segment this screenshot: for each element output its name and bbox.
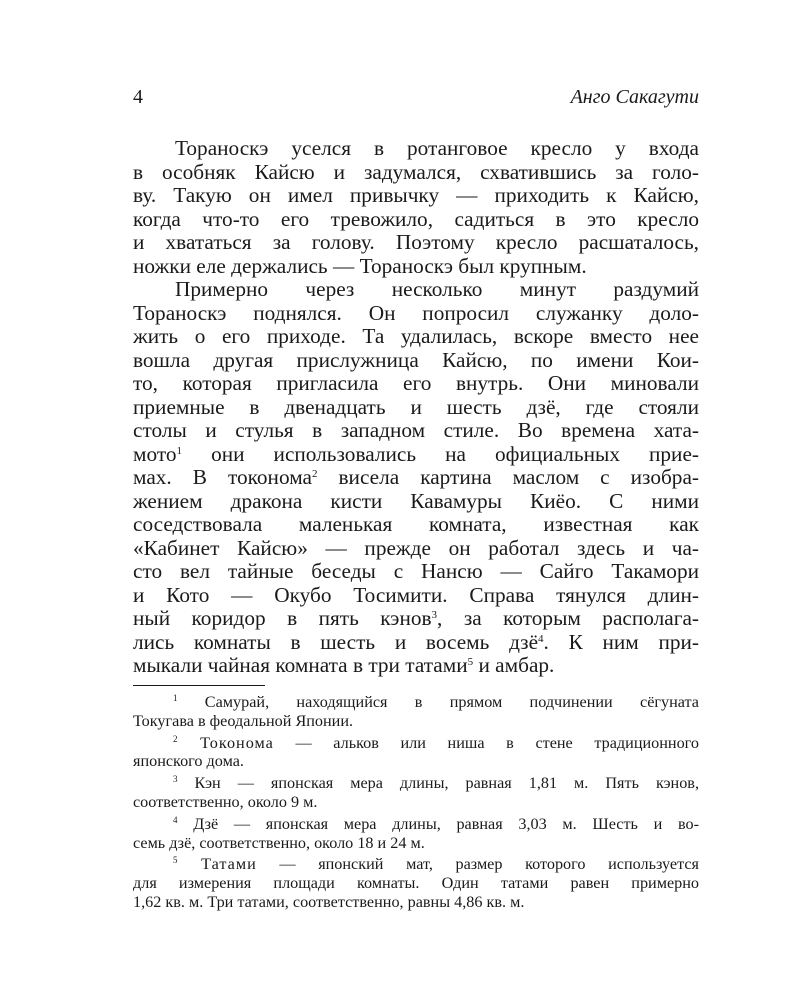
text-line: когда что-то его тревожило, садиться в это кресло [133,206,699,231]
text-fragment: мото [133,441,177,466]
text-line [133,466,699,490]
footnote-term: Татами [177,855,257,874]
footnote-4 [133,815,699,853]
text-fragment: мах. В токонома [133,465,312,489]
text-fragment: мыкали чайная комната в три татами [133,653,468,677]
book-page [133,0,699,1000]
footnote-3 [133,774,699,812]
text-line: приемные в двенадцать и шесть дзё, где стояли [133,394,699,419]
text-line: соседствовала маленькая комната, известная как [133,512,699,536]
text-line: столы и стулья в западном стиле. Во времена хата- [133,418,699,442]
footnote-line [133,815,699,834]
footnote-term: Токонома [177,733,274,752]
footnote-ref-1[interactable]: 1 [176,444,183,457]
footnote-text: Дзё — японская мера длины, равная 3,03 м. Шесть и во- [177,814,699,833]
text-line: Тораноскэ уселся в ротанговое кресло у входа [175,136,699,160]
text-fragment: ный коридор в пять кэнов [133,606,432,630]
footnote-ref-3[interactable]: 3 [431,609,438,621]
text-line: вошла другая прислужница Кайсю, по имени Кои- [133,347,699,372]
text-line: жением дракона кисти Кавамуры Киёо. С ними [133,488,699,513]
footnote-divider [133,685,265,686]
footnote-text: — японский мат, размер которого используется [256,855,699,874]
text-line: ву. Такую он имел привычку — приходить к Кайсю, [133,183,699,207]
footnote-1 [133,693,699,731]
text-fragment: , за которым располага- [437,606,699,630]
footnote-5 [133,855,699,911]
footnote-mark: 5 [173,855,178,866]
text-line: то, которая пригласила его внутрь. Они миновали [133,371,699,395]
paragraph-1 [133,137,699,278]
text-line: Примерно через несколько минут раздумий [175,277,699,301]
text-fragment: лись комнаты в шесть и восемь дзё [133,629,539,654]
text-line [133,654,699,678]
page-number: 4 [133,86,143,108]
footnote-line: японского дома. [133,752,244,771]
footnote-line: соответственно, около 9 м. [133,792,318,811]
footnote-mark: 3 [173,774,178,785]
text-line: и Кото — Окубо Тосимити. Справа тянулся длин- [133,582,699,607]
text-line: и хвататься за голову. Поэтому кресло расшаталось, [133,230,699,254]
page-header [133,86,699,116]
footnote-line: для измерения площади комнаты. Один татами равен примерно [133,874,699,893]
footnote-text: Кэн — японская мера длины, равная 1,81 м. Пять кэнов, [177,774,699,793]
text-line: сто вел тайные беседы с Нансю — Сайго Такамори [133,559,699,583]
footnote-text: Самурай, находящийся в прямом подчинении сёгуната [177,693,699,711]
text-fragment: они использовались на официальных прие- [182,441,699,466]
footnote-text: — альков или ниша в стене традиционного [273,733,699,752]
footnote-mark: 1 [173,693,178,703]
footnote-line: семь дзё, соответственно, около 18 и 24 м. [133,833,425,852]
text-line: жить о его приходе. Та удалилась, вскоре вместо нее [133,324,699,348]
footnote-line [133,693,699,712]
text-fragment: и амбар. [473,653,555,677]
footnote-line [133,734,699,753]
text-line [133,443,699,467]
footnote-line [133,774,699,793]
footnote-ref-5[interactable]: 5 [467,656,474,668]
footnotes [133,693,699,915]
main-text [133,137,699,678]
running-head-author: Анго Сакагути [570,86,699,108]
text-fragment: . К ним при- [543,629,700,654]
footnote-mark: 2 [173,733,178,744]
text-line: в особняк Кайсю и задумался, схватившись за голо- [133,159,699,184]
footnote-line: 1,62 кв. м. Три татами, соответственно, равны 4,86 кв. м. [133,892,525,911]
paragraph-2 [133,278,699,678]
text-line [133,631,699,655]
footnote-mark: 4 [173,814,178,825]
footnote-2 [133,734,699,772]
text-line: ножки еле держались — Тораноскэ был крупным. [133,253,587,278]
text-line: Тораноскэ поднялся. Он попросил служанку доло- [133,300,699,325]
text-line: «Кабинет Кайсю» — прежде он работал здесь и ча- [133,535,699,560]
footnote-ref-4[interactable]: 4 [538,632,544,645]
footnote-line: Токугава в феодальной Японии. [133,711,354,730]
text-line [133,607,699,631]
footnote-ref-2[interactable]: 2 [311,468,318,480]
text-fragment: висела картина маслом с изобра- [317,465,699,489]
footnote-line [133,855,699,874]
